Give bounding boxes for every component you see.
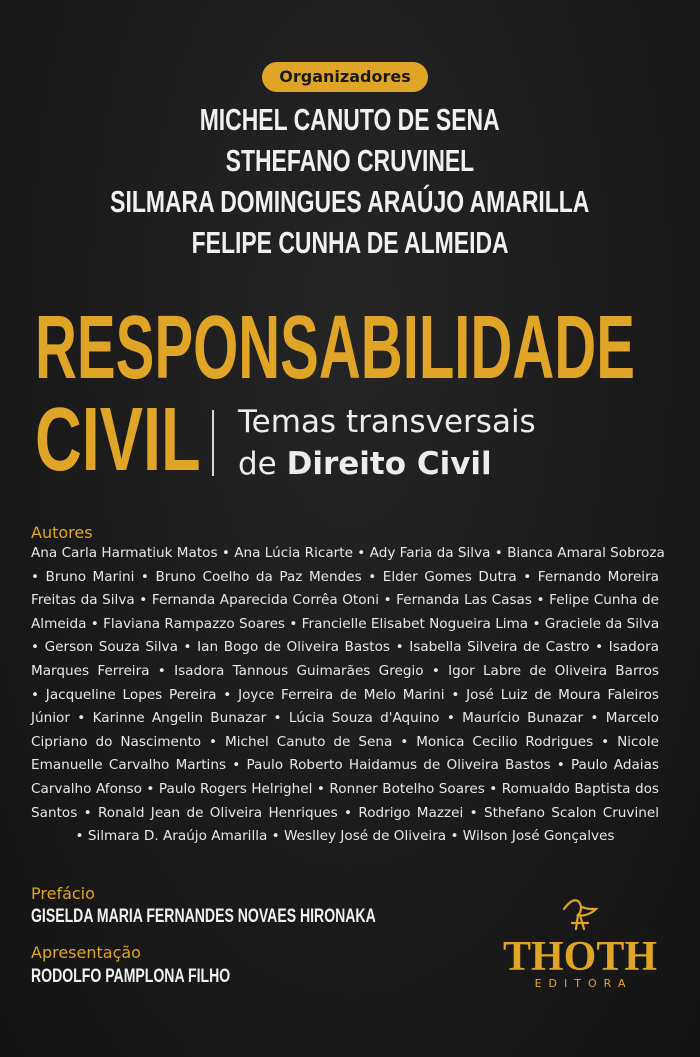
authors-line: Ana Carla Harmatiuk Matos • Ana Lúcia Ricarte • Ady Faria da Silva • Bianca Amaral Sobroza [31,545,665,561]
presentation-label: Apresentação [31,943,141,962]
authors-line: Cipriano do Nascimento • Michel Canuto de Sena • Monica Cecilio Rodrigues • Nicole [31,733,659,750]
authors-line: Emanuelle Carvalho Martins • Paulo Roberto Haidamus de Oliveira Bastos • Paulo Adaias [31,757,659,774]
authors-line: Júnior • Karinne Angelin Bunazar • Lúcia Souza d'Aquino • Maurício Bunazar • Marcelo [31,710,659,727]
authors-line: • Jacqueline Lopes Pereira • Joyce Ferreira de Melo Marini • José Luiz de Moura Faleiros [31,686,659,703]
organizer-name [0,184,700,220]
organizer-name-text: MICHEL CANUTO DE SENA [200,102,500,137]
subtitle-prefix: de [238,446,287,482]
organizer-name [0,143,700,179]
authors-line: Carvalho Afonso • Paulo Rogers Helrighel • Ronner Botelho Soares • Romualdo Baptista dos [31,780,659,797]
authors-line: • Gerson Souza Silva • Ian Bogo de Oliveira Bastos • Isabella Silveira de Castro • Isadora [31,639,659,656]
authors-label: Autores [31,523,93,542]
publisher-name: THOTH [502,934,658,980]
organizer-name-text: FELIPE CUNHA DE ALMEIDA [191,225,509,260]
authors-line: • Bruno Marini • Bruno Coelho da Paz Mendes • Elder Gomes Dutra • Fernando Moreira [31,568,659,585]
subtitle-line-2 [238,446,492,482]
publisher-logo [500,895,660,990]
organizer-name-text: STHEFANO CRUVINEL [225,143,475,178]
organizer-name-text: SILMARA DOMINGUES ARAÚJO AMARILLA [110,184,590,219]
subtitle-line-1: Temas transversais [238,404,536,440]
organizer-name [0,102,700,138]
authors-line: Freitas da Silva • Fernanda Aparecida Corrêa Otoni • Fernanda Las Casas • Felipe Cunha de [31,592,659,609]
authors-line: Santos • Ronald Jean de Oliveira Henriques • Rodrigo Mazzei • Sthefano Scalon Cruvinel [31,804,659,821]
ibis-bird-icon [560,895,600,931]
subtitle-bold: Direito Civil [286,446,492,482]
organizer-name [0,225,700,261]
title-line-1: RESPONSABILIDADE [35,298,635,398]
authors-line: Almeida • Flaviana Rampazzo Soares • Francielle Elisabet Nogueira Lima • Graciele da Silva [31,615,660,632]
presentation-name: RODOLFO PAMPLONA FILHO [31,966,231,987]
publisher-subtitle: EDITORA [534,977,633,990]
authors-list [31,542,665,849]
authors-line: • Silmara D. Araújo Amarilla • Weslley José de Oliveira • Wilson José Gonçalves [75,828,615,845]
authors-line: Marques Ferreira • Isadora Tannous Guimarães Gregio • Igor Labre de Oliveira Barros [31,662,659,679]
preface-name: GISELDA MARIA FERNANDES NOVAES HIRONAKA [31,906,376,927]
title-divider [212,410,214,476]
title-line-2: CIVIL [35,390,201,490]
preface-label: Prefácio [31,884,95,903]
organizers-badge: Organizadores [262,62,428,92]
